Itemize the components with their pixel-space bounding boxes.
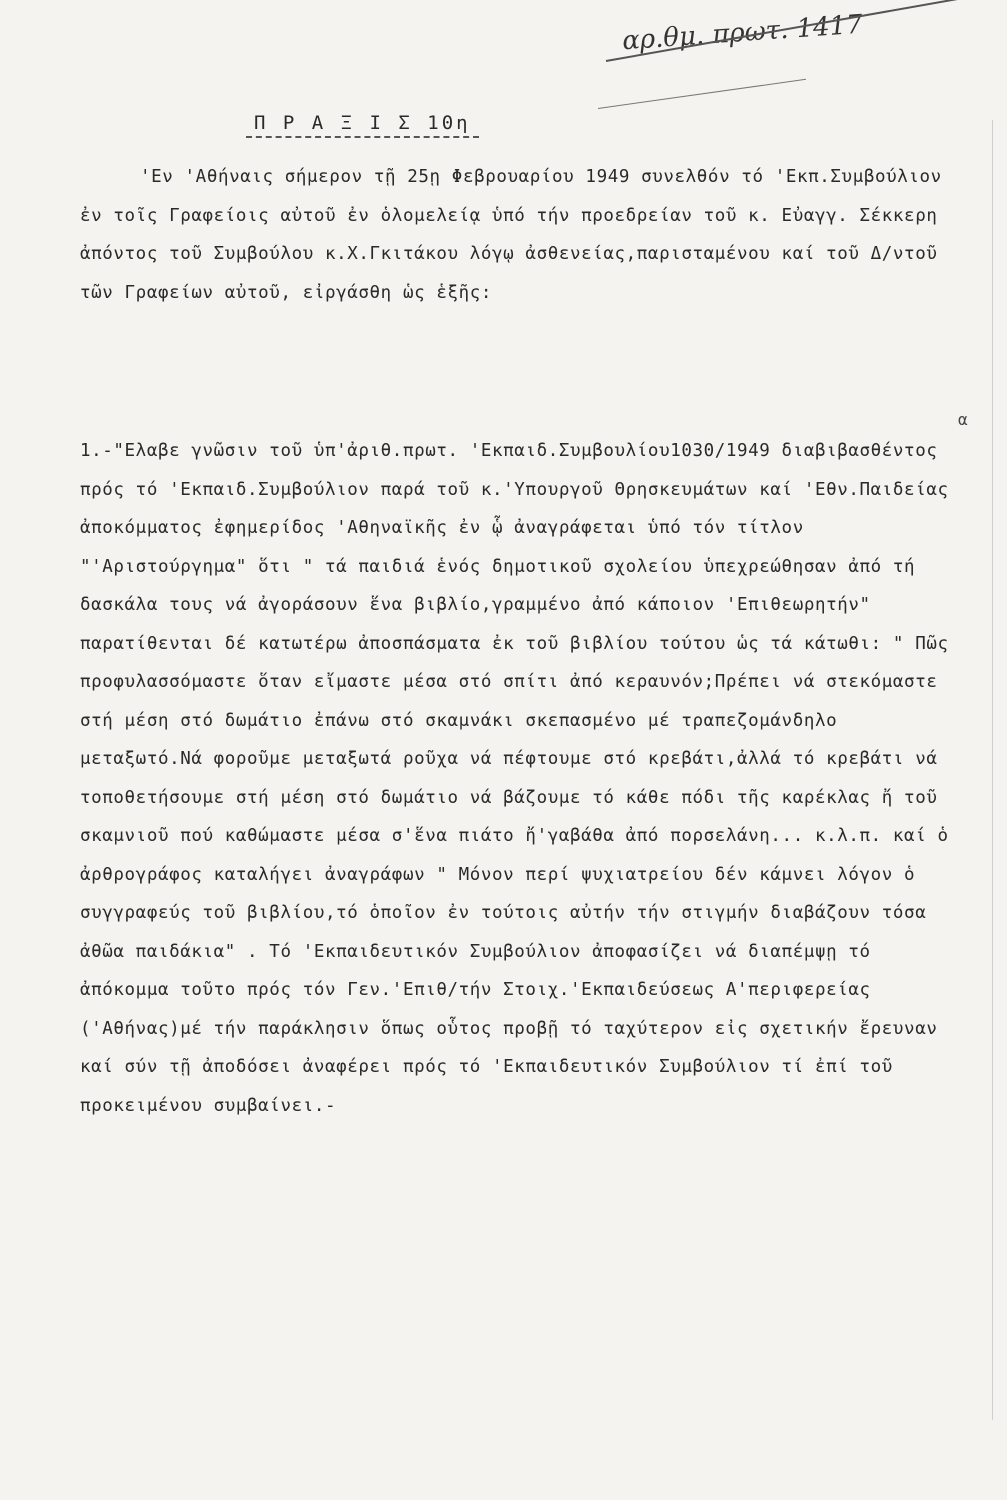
handwritten-stroke: [598, 79, 806, 109]
opening-paragraph: 'Εν 'Αθήναις σήμερον τῇ 25ῃ Φεβρουαρίου 1949 συνελθόν τό 'Εκπ.Συμβούλιον ἐν τοῖς Γραφείοις αὐτοῦ ἐν ὁλομελείᾳ ὑπό τήν προεδρείαν τοῦ κ. Εὐαγγ. Σέκκερη ἀπόντος τοῦ Συμβούλου κ.Χ.Γκιτάκου λόγῳ ἀσθενείας,παρισταμένου καί τοῦ Δ/ντοῦ τῶν Γραφείων αὐτοῦ, εἰργάσθη ὡς ἑξῆς:: [80, 167, 942, 303]
minutes-title: Π Ρ Α Ξ Ι Σ 10η: [246, 112, 479, 138]
handwritten-protocol-note: αρ.θμ. πρωτ. 1417: [621, 9, 864, 57]
margin-mark: α: [958, 410, 968, 429]
item-1-paragraph: 1.-"Ελαβε γνῶσιν τοῦ ὑπ'ἀριθ.πρωτ. 'Εκπαιδ.Συμβουλίου1030/1949 διαβιβασθέντος πρός τό 'Εκπαιδ.Συμβούλιον παρά τοῦ κ.'Υπουργοῦ Θρησκευμάτων καί 'Εθν.Παιδείας ἀποκόμματος ἐφημερίδος 'Αθηναϊκῆς ἐν ᾧ ἀναγράφεται ὑπό τόν τίτλον "'Αριστούργημα" ὅτι " τά παιδιά ἑνός δημοτικοῦ σχολείου ὑπεχρεώθησαν ἀπό τή δασκάλα τους νά ἀγοράσουν ἕνα βιβλίο,γραμμένο ἀπό κάποιον 'Επιθεωρητήν" παρατίθενται δέ κατωτέρω ἀποσπάσματα ἐκ τοῦ βιβλίου τούτου ὡς τά κάτωθι: " Πῶς προφυλασσόμαστε ὅταν εἴμαστε μέσα στό σπίτι ἀπό κεραυνόν;Πρέπει νά στεκόμαστε στή μέση στό δωμάτιο ἐπάνω στό σκαμνάκι σκεπασμένο μέ τραπεζομάνδηλο μεταξωτό.Νά φοροῦμε μεταξωτά ροῦχα νά πέφτουμε στό κρεβάτι,ἀλλά τό κρεβάτι νά τοποθετήσουμε στή μέση στό δωμάτιο νά βάζουμε τό κάθε πόδι τῆς καρέκλας ἤ τοῦ σκαμνιοῦ πού καθώμαστε μέσα σ'ἕνα πιάτο ἤ'γαβάθα ἀπό πορσελάνη... κ.λ.π. καί ὁ ἀρθρογράφος καταλήγει ἀναγράφων " Μόνον περί ψυχιατρείου δέν κάμνει λόγον ὁ συγγραφεύς τοῦ βιβλίου,τό ὁποῖον ἐν τούτοις αὐτήν τήν στιγμήν διαβάζουν τόσα ἀθῶα παιδάκια" . Τό 'Εκπαιδευτικόν Συμβούλιον ἀποφασίζει νά διαπέμψῃ τό ἀπόκομμα τοῦτο πρός τόν Γεν.'Επιθ/τήν Στοιχ.'Εκπαιδεύσεως Α'περιφερείας ('Αθήνας)μέ τήν παράκλησιν ὅπως οὗτος προβῇ τό ταχύτερον εἰς σχετικήν ἔρευναν καί σύν τῇ ἀποδόσει ἀναφέρει πρός τό 'Εκπαιδευτικόν Συμβούλιον τί ἐπί τοῦ προκειμένου συμβαίνει.-: [80, 441, 949, 1116]
page-edge: [992, 120, 993, 1420]
